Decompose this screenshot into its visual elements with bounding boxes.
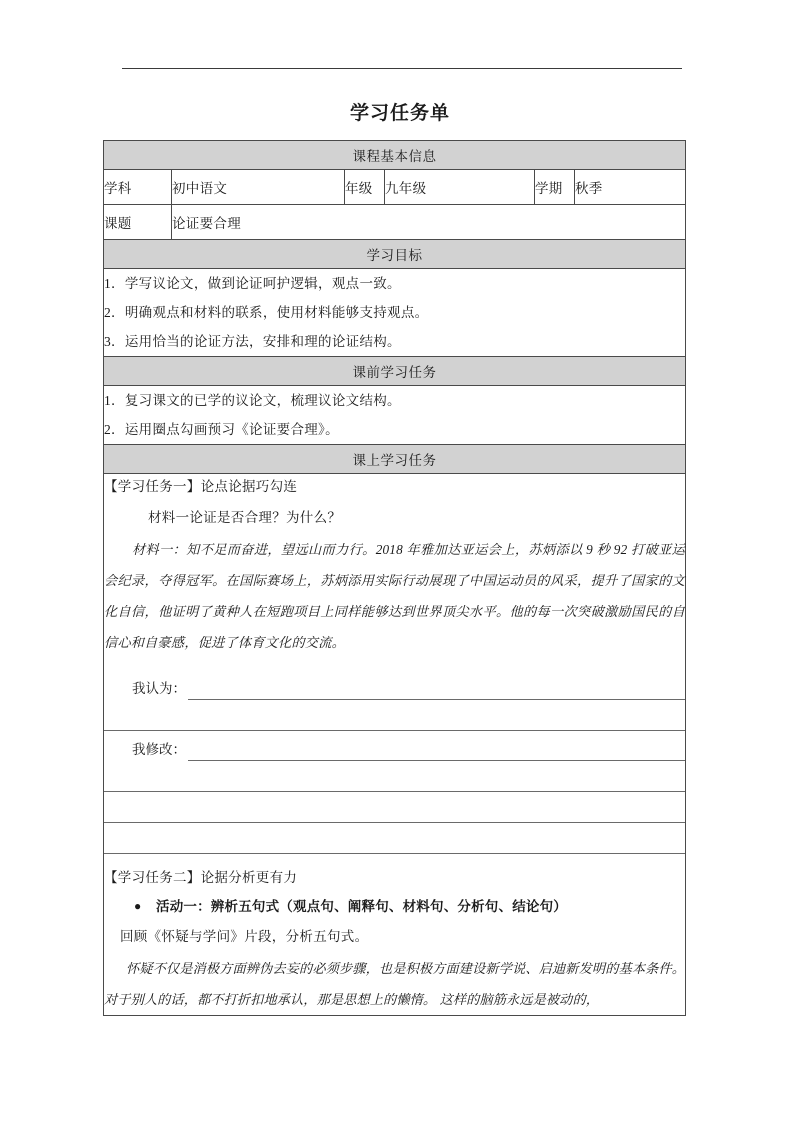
pre-class-item-1: 1．复习课文的已学的议论文，梳理议论文结构。 [104,393,401,409]
learning-task-sheet [103,140,686,1016]
pre-class-list [104,386,686,445]
header-rule [122,68,682,69]
objective-item-3: 3．运用恰当的论证方法，安排和理的论证结构。 [104,334,401,350]
label-grade: 年级 [345,170,385,205]
answer-row-opinion [104,670,685,700]
answer-blank-line[interactable] [104,792,685,823]
task-two-activity-label: 活动一：辨析五句式（观点句、阐释句、材料句、分析句、结论句） [156,898,567,914]
objectives-list [104,269,686,357]
table-row-objectives-band [104,240,686,269]
label-term: 学期 [535,170,575,205]
task-two-activity [104,893,685,921]
objective-item-2: 2．明确观点和材料的联系，使用材料能够支持观点。 [104,305,429,321]
label-subject: 学科 [104,170,172,205]
band-pre-class: 课前学习任务 [104,357,686,386]
value-term: 秋季 [575,170,686,205]
table-row-course-band [104,141,686,170]
table-row-topic [104,205,686,240]
band-in-class: 课上学习任务 [104,445,686,474]
task-two-heading: 【学习任务二】论据分析更有力 [104,869,298,885]
task-two-review: 回顾《怀疑与学问》片段，分析五句式。 [120,929,369,945]
band-objectives: 学习目标 [104,240,686,269]
answer-label-opinion: 我认为： [132,680,186,696]
table-row-inclass-band [104,445,686,474]
answer-area [104,670,685,854]
label-topic: 课题 [104,205,172,240]
answer-blank-line[interactable] [104,761,685,792]
page-title: 学习任务单 [349,103,450,124]
answer-blank-line[interactable] [104,700,685,731]
band-course-info: 课程基本信息 [104,141,686,170]
answer-blank-line[interactable] [188,759,685,761]
table-row-objectives-body [104,269,686,357]
task-one-material: 材料一：知不足而奋进，望远山而力行。2018 年雅加达亚运会上，苏炳添以 9 秒 92 打破亚运会纪录，夺得冠军。在国际赛场上，苏炳添用实际行动展现了中国运动员的风采，提升了国家的文化自信，他证明了黄种人在短跑项目上同样能够达到世界顶尖水平。他的每一次突破激励国民的自信心和自豪感，促进了体育文化的交流。 [104,541,686,650]
task-two-quote: 怀疑不仅是消极方面辨伪去妄的必须步骤，也是积极方面建设新学说、启迪新发明的基本条件。对于别人的话，都不打折扣地承认，那是思想上的懒惰。 这样的脑筋永远是被动的， [104,960,686,1007]
answer-label-revision: 我修改： [132,741,186,757]
task-one-heading: 【学习任务一】论点论据巧勾连 [104,479,298,495]
objective-item-1: 1．学写议论文，做到论证呵护逻辑，观点一致。 [104,276,401,291]
answer-row-revision [104,731,685,761]
table-row-preclass-body [104,386,686,445]
pre-class-item-2: 2．运用圈点勾画预习《论证要合理》。 [104,422,339,438]
value-grade: 九年级 [385,170,535,205]
bullet-icon: ● [134,898,142,913]
in-class-body [104,474,686,1016]
table-row-preclass-band [104,357,686,386]
value-topic: 论证要合理 [172,205,686,240]
table-row-course-meta [104,170,686,205]
table-row-inclass-body [104,474,686,1016]
answer-blank-line[interactable] [188,698,685,700]
task-one-question: 材料一论证是否合理？为什么？ [148,509,342,525]
answer-blank-line[interactable] [104,823,685,854]
value-subject: 初中语文 [172,170,345,205]
